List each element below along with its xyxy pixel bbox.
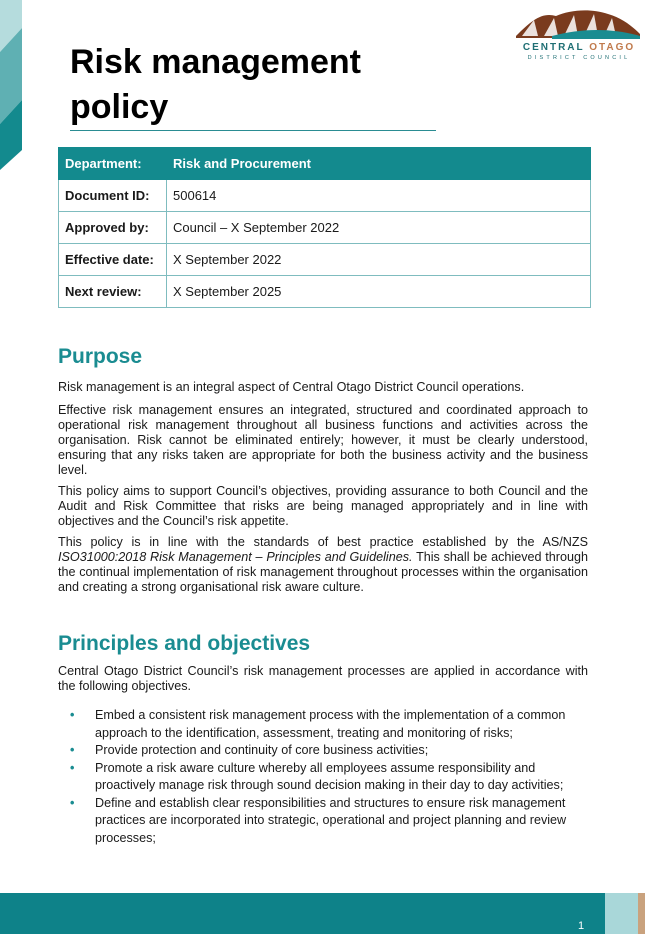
table-row xyxy=(59,148,591,180)
logo-name: CENTRAL OTAGO xyxy=(522,42,636,53)
purpose-paragraph-4 xyxy=(58,535,588,595)
table-row xyxy=(59,212,591,244)
standard-title: ISO31000:2018 Risk Management – Principles and Guidelines. xyxy=(58,550,413,564)
purpose-paragraph-1: Risk management is an integral aspect of Central Otago District Council operations. xyxy=(58,380,525,394)
list-item xyxy=(70,795,590,848)
meta-value-document-id: 500614 xyxy=(167,180,591,212)
purpose-paragraph-3: This policy aims to support Council’s objectives, providing assurance to both Council and the Audit and Risk Committee that risks are being managed appropriately and in line with objectives and the Council’s risk appetite. xyxy=(58,484,588,528)
paragraph-text: This policy is in line with the standards of best practice established by the AS/NZS xyxy=(58,535,588,549)
bullet-icon: • xyxy=(70,795,75,810)
meta-value-approved-by: Council – X September 2022 xyxy=(167,212,591,244)
logo-subname: DISTRICT COUNCIL xyxy=(527,55,631,61)
meta-value-effective-date: X September 2022 xyxy=(167,244,591,276)
footer-accent xyxy=(605,893,638,934)
meta-key-effective-date: Effective date: xyxy=(59,244,167,276)
bullet-icon: • xyxy=(70,708,75,722)
purpose-paragraph-2: Effective risk management ensures an integrated, structured and coordinated approach to operational risk management throughout all business functions and activities across the organisation. Risk cannot be eliminated entirely; however, it must be clearly understood, ensuring that any risks taken are appropriate for both the business activity and the business level. xyxy=(58,403,588,477)
footer-accent xyxy=(638,893,645,934)
document-meta-table xyxy=(58,147,591,308)
decorative-edge-shapes xyxy=(0,0,26,170)
purpose-heading: Purpose xyxy=(58,345,143,368)
title-divider xyxy=(70,130,436,131)
table-row xyxy=(59,244,591,276)
objective-text: Promote a risk aware culture whereby all employees assume responsibility and proactively manage risk through sound decision making in their day to day activities; xyxy=(95,760,564,792)
footer-band xyxy=(0,893,605,934)
council-logo xyxy=(512,6,642,64)
page-title: Risk management policy xyxy=(70,43,361,126)
table-row xyxy=(59,180,591,212)
meta-key-document-id: Document ID: xyxy=(59,180,167,212)
meta-value-department: Risk and Procurement xyxy=(167,148,591,180)
meta-key-approved-by: Approved by: xyxy=(59,212,167,244)
objectives-list xyxy=(70,707,590,847)
bullet-icon: • xyxy=(70,743,75,757)
meta-value-next-review: X September 2025 xyxy=(167,276,591,308)
meta-key-department: Department: xyxy=(59,148,167,180)
page-number: 1 xyxy=(578,920,585,932)
principles-intro: Central Otago District Council’s risk management processes are applied in accordance with the following objectives. xyxy=(58,664,588,693)
objective-text: Define and establish clear responsibilities and structures to ensure risk management practices are incorporated into strategic, operational and project planning and review processes; xyxy=(95,795,567,845)
list-item xyxy=(70,742,590,760)
objective-text: Embed a consistent risk management process with the implementation of a common approach to the identification, assessment, treating and monitoring of risks; xyxy=(95,708,566,740)
list-item xyxy=(70,760,590,795)
meta-key-next-review: Next review: xyxy=(59,276,167,308)
objective-text: Provide protection and continuity of core business activities; xyxy=(95,743,429,757)
bullet-icon: • xyxy=(70,760,75,775)
mountain-logo-icon xyxy=(512,6,642,42)
table-row xyxy=(59,276,591,308)
paragraph-text: This shall be achieved through the continual implementation of risk management throughout processes within the organisation and creating a strong organisational risk aware culture. xyxy=(58,550,588,594)
list-item xyxy=(70,707,590,742)
principles-heading: Principles and objectives xyxy=(58,632,311,655)
